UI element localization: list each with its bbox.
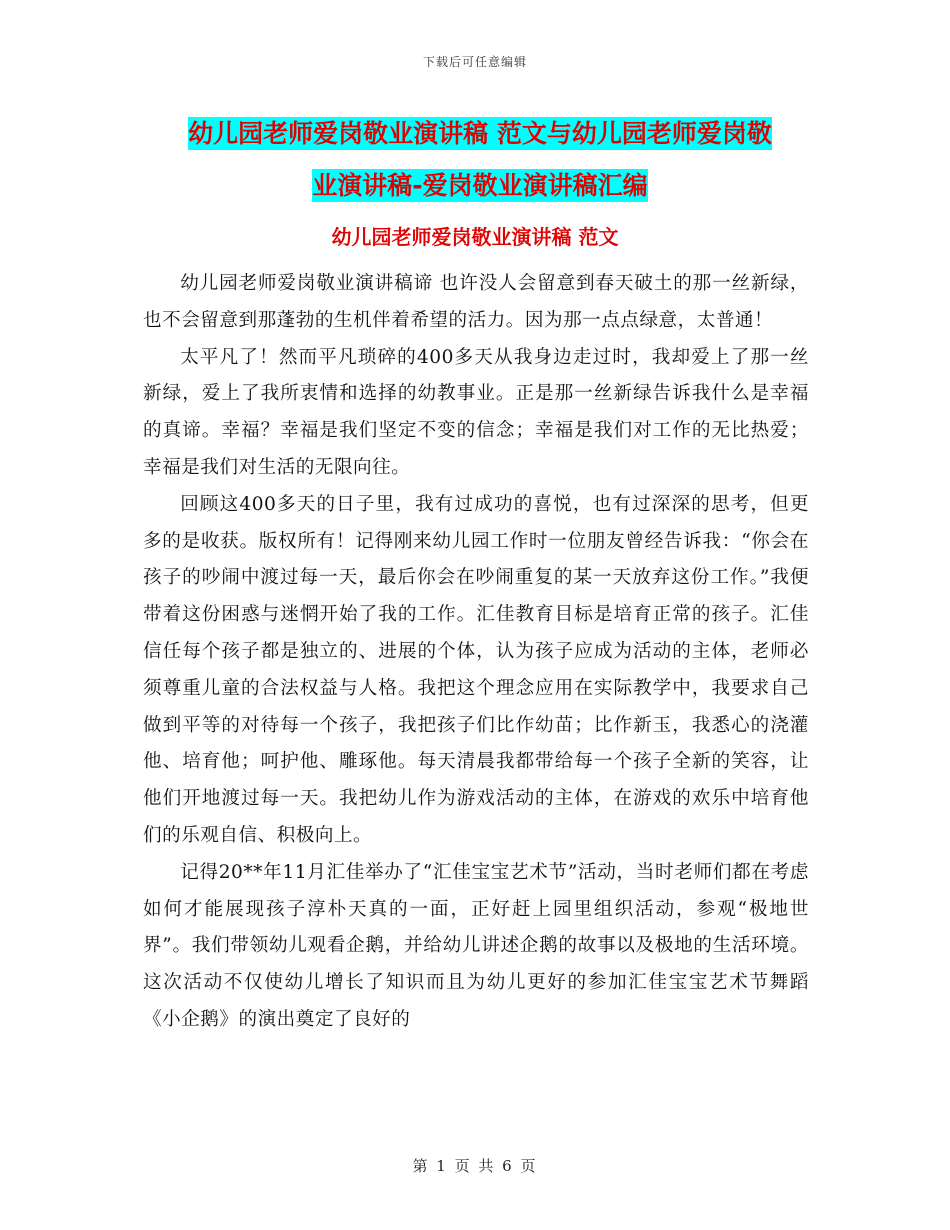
document-title-line-2: 业演讲稿-爱岗敬业演讲稿汇编: [312, 171, 648, 200]
document-title: [140, 108, 820, 212]
paragraph: 回顾这400多天的日子里，我有过成功的喜悦，也有过深深的思考，但更多的是收获。版权所有！记得刚来幼儿园工作时一位朋友曾经告诉我：“你会在孩子的吵闹中渡过每一天，最后你会在吵闹重复的某一天放弃这份工作。”我便带着这份困惑与迷惘开始了我的工作。汇佳教育目标是培育正常的孩子。汇佳信任每个孩子都是独立的、进展的个体，认为孩子应成为活动的主体，老师必须尊重儿童的合法权益与人格。我把这个理念应用在实际教学中，我要求自己做到平等的对待每一个孩子，我把孩子们比作幼苗；比作新玉，我悉心的浇灌他、培育他；呵护他、雕琢他。每天清晨我都带给每一个孩子全新的笑容，让他们开地渡过每一天。我把幼儿作为游戏活动的主体，在游戏的欢乐中培育他们的乐观自信、积极向上。: [143, 493, 809, 846]
paragraph: 幼儿园老师爱岗敬业演讲稿谛 也许没人会留意到春天破土的那一丝新绿，也不会留意到那蓬勃的生机伴着希望的活力。因为那一点点绿意，太普通！: [143, 273, 809, 331]
section-heading: 幼儿园老师爱岗敬业演讲稿 范文: [331, 225, 619, 249]
document-title-line-1: 幼儿园老师爱岗敬业演讲稿 范文与幼儿园老师爱岗敬: [188, 119, 772, 148]
paragraph: 记得20**年11月汇佳举办了“汇佳宝宝艺术节”活动，当时老师们都在考虑如何才能展现孩子淳朴天真的一面，正好赶上园里组织活动，参观“极地世界”。我们带领幼儿观看企鹅，并给幼儿讲述企鹅的故事以及极地的生活环境。这次活动不仅使幼儿增长了知识而且为幼儿更好的参加汇佳宝宝艺术节舞蹈《小企鹅》的演出奠定了良好的: [143, 861, 809, 1030]
paragraph: 太平凡了！然而平凡琐碎的400多天从我身边走过时，我却爱上了那一丝新绿，爱上了我所衷情和选择的幼教事业。正是那一丝新绿告诉我什么是幸福的真谛。幸福？幸福是我们坚定不变的信念；幸福是我们对工作的无比热爱；幸福是我们对生活的无限向往。: [143, 346, 809, 478]
document-body: [143, 266, 809, 1039]
page-footer: 第 1 页 共 6 页: [412, 1157, 538, 1175]
page-header: 下载后可任意编辑: [422, 55, 527, 69]
